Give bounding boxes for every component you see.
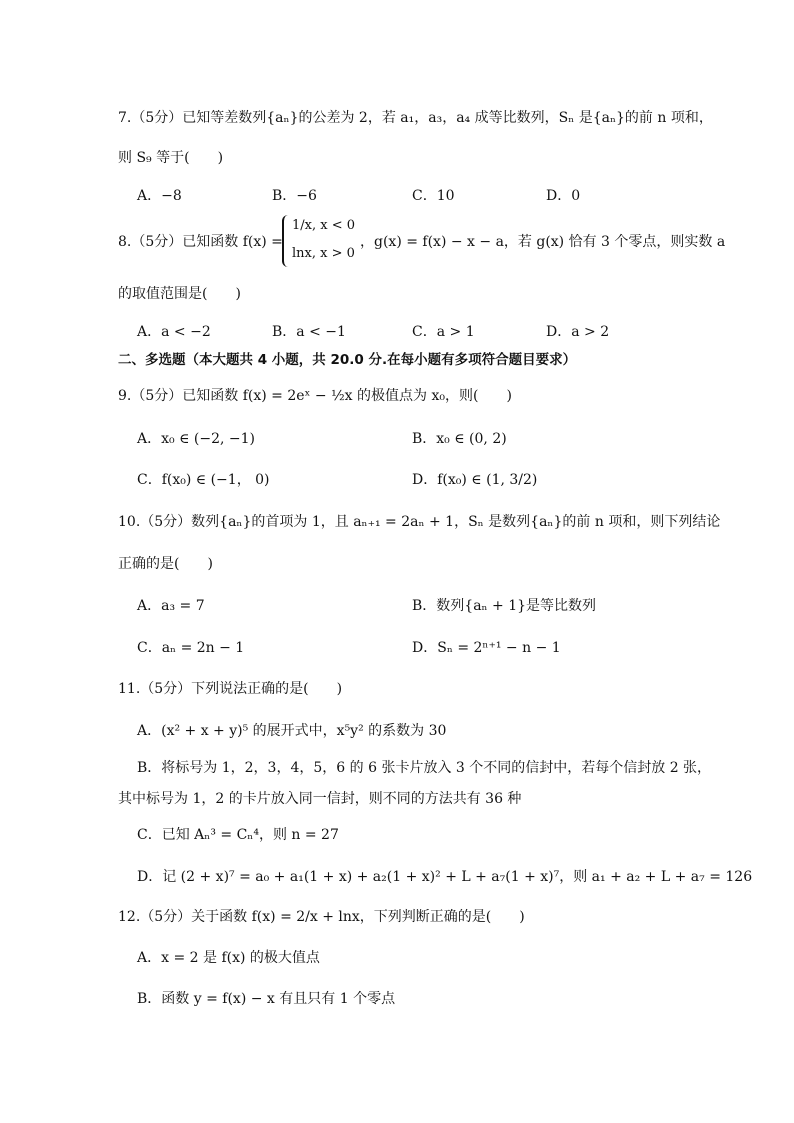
q8-stem-line2: 的取值范围是( ) [118, 286, 241, 302]
q10-option-d: D．Sₙ = 2ⁿ⁺¹ − n − 1 [412, 640, 561, 656]
q11-stem: 11.（5分）下列说法正确的是( ) [118, 681, 343, 697]
q9-option-c: C．f(x₀) ∈ (−1， 0) [137, 472, 270, 488]
q10-option-a: A．a₃ = 7 [137, 598, 205, 614]
q8-stem-suffix: ，g(x) = f(x) − x − a，若 g(x) 恰有 3 个零点，则实数 a [360, 234, 726, 250]
q8-option-a: A．a < −2 [137, 324, 211, 340]
piecewise-case-2: lnx, x > 0 [292, 246, 355, 261]
q8-option-d: D．a > 2 [546, 324, 610, 340]
q12-stem: 12.（5分）关于函数 f(x) = 2/x + lnx，下列判断正确的是( ) [118, 909, 525, 925]
q8-option-c: C．a > 1 [412, 324, 475, 340]
q8-stem-prefix: 8.（5分）已知函数 f(x) = [118, 234, 283, 250]
q7-option-c: C．10 [412, 188, 455, 204]
q9-stem: 9.（5分）已知函数 f(x) = 2eˣ − ½x 的极值点为 x₀，则( ) [118, 388, 512, 404]
q8-option-b: B．a < −1 [272, 324, 346, 340]
q10-option-c: C．aₙ = 2n − 1 [137, 640, 245, 656]
q7-stem-line2: 则 S₉ 等于( ) [118, 150, 224, 166]
q7-option-b: B．−6 [272, 188, 317, 204]
q7-option-a: A．−8 [137, 188, 182, 204]
q7-option-d: D．0 [546, 188, 581, 204]
piecewise-case-1: 1/x, x < 0 [292, 218, 356, 233]
q9-option-d: D．f(x₀) ∈ (1, 3/2) [412, 472, 538, 488]
q9-option-b: B．x₀ ∈ (0, 2) [412, 431, 507, 447]
q10-stem-line2: 正确的是( ) [118, 556, 213, 572]
q11-option-c: C．已知 Aₙ³ = Cₙ⁴，则 n = 27 [137, 827, 339, 843]
q12-option-a: A．x = 2 是 f(x) 的极大值点 [137, 950, 320, 966]
q11-option-d: D．记 (2 + x)⁷ = a₀ + a₁(1 + x) + a₂(1 + x)² + L + a₇(1 + x)⁷，则 a₁ + a₂ + L + a₇ = 126 [137, 869, 753, 885]
q10-stem-line1: 10.（5分）数列{aₙ}的首项为 1，且 aₙ₊₁ = 2aₙ + 1，Sₙ 是数列{aₙ}的前 n 项和，则下列结论 [118, 514, 721, 530]
q11-option-a: A．(x² + x + y)⁵ 的展开式中，x⁵y² 的系数为 30 [137, 723, 447, 739]
q10-option-b: B．数列{aₙ + 1}是等比数列 [412, 598, 597, 614]
q11-option-b-line1: B．将标号为 1，2，3，4，5，6 的 6 张卡片放入 3 个不同的信封中，若每个信封放 2 张， [137, 760, 712, 776]
section-heading-multiple-choice: 二、多选题（本大题共 4 小题，共 20.0 分.在每小题有多项符合题目要求） [118, 352, 577, 368]
q11-option-b-line2: 其中标号为 1，2 的卡片放入同一信封，则不同的方法共有 36 种 [118, 791, 522, 807]
q12-option-b: B．函数 y = f(x) − x 有且只有 1 个零点 [137, 991, 396, 1007]
q7-stem-line1: 7.（5分）已知等差数列{aₙ}的公差为 2，若 a₁，a₃，a₄ 成等比数列，Sₙ 是{aₙ}的前 n 项和， [118, 110, 713, 126]
q9-option-a: A．x₀ ∈ (−2, −1) [137, 431, 255, 447]
